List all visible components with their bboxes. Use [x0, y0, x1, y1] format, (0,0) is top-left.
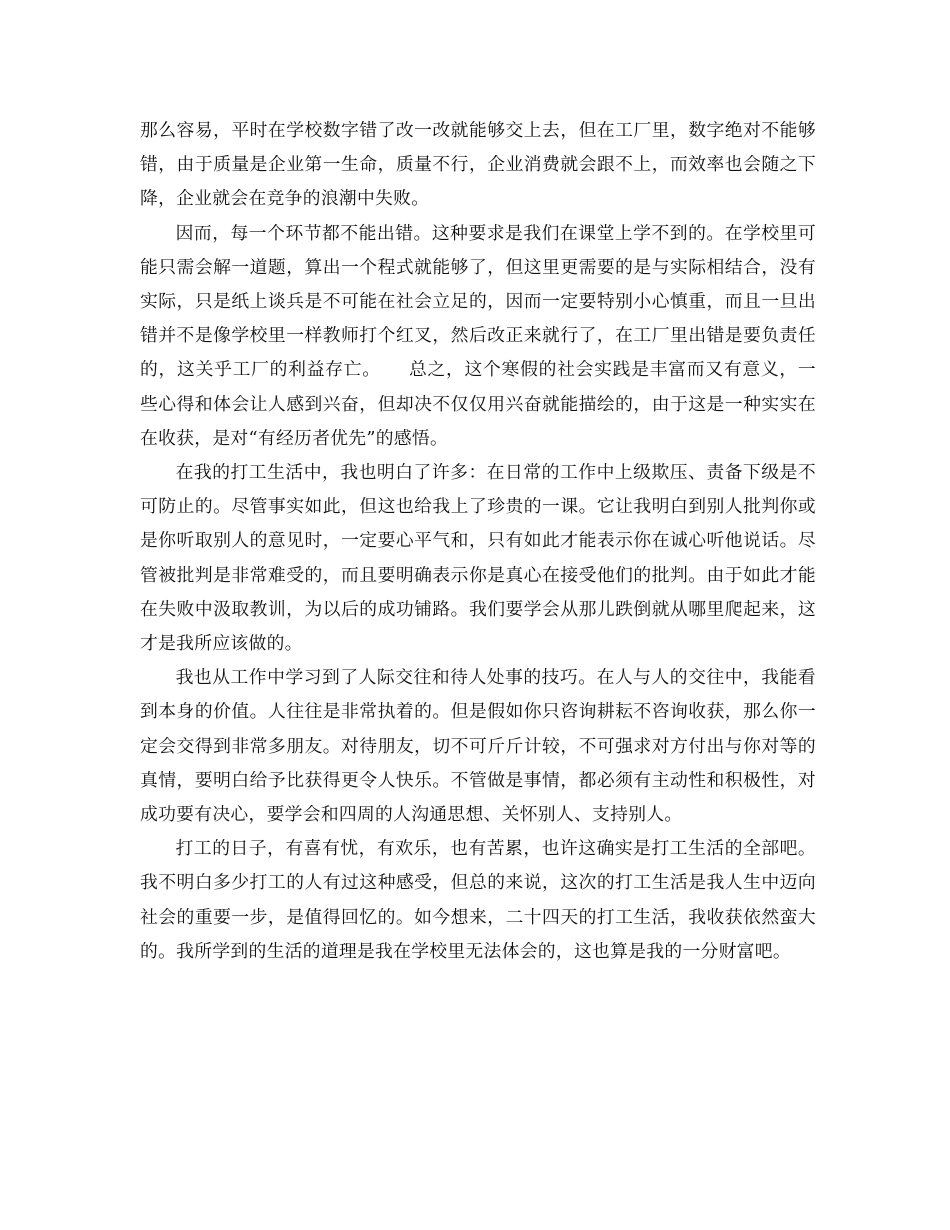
paragraph-4: 我也从工作中学习到了人际交往和待人处事的技巧。在人与人的交往中，我能看到本身的价值。人往往是非常执着的。但是假如你只咨询耕耘不咨询收获，那么你一定会交得到非常多朋友。对待朋友，切不可斤斤计较，不可强求对方付出与你对等的真情，要明白给予比获得更令人快乐。不管做是事情，都必须有主动性和积极性，对成功要有决心，要学会和四周的人沟通思想、关怀别人、支持别人。	[140, 667, 816, 826]
paragraph-5: 打工的日子，有喜有忧，有欢乐，也有苦累，也许这确实是打工生活的全部吧。我不明白多少打工的人有过这种感受，但总的来说，这次的打工生活是我人生中迈向社会的重要一步，是值得回忆的。如今想来，二十四天的打工生活，我收获依然蛮大的。我所学到的生活的道理是我在学校里无法体会的，这也算是我的一分财富吧。	[140, 838, 816, 962]
paragraph-2: 因而，每一个环节都不能出错。这种要求是我们在课堂上学不到的。在学校里可能只需会解一道题，算出一个程式就能够了，但这里更需要的是与实际相结合，没有实际，只是纸上谈兵是不可能在社会立足的，因而一定要特别小心慎重，而且一旦出错并不是像学校里一样教师打个红叉，然后改正来就行了，在工厂里出错是要负责任的，这关乎工厂的利益存亡。 总之，这个寒假的社会实践是丰富而又有意义，一些心得和体会让人感到兴奋，但却决不仅仅用兴奋就能描绘的，由于这是一种实实在在收获，是对“有经历者优先”的感悟。	[140, 222, 816, 449]
document-body	[140, 114, 816, 969]
paragraph-3: 在我的打工生活中，我也明白了许多：在日常的工作中上级欺压、责备下级是不可防止的。尽管事实如此，但这也给我上了珍贵的一课。它让我明白到别人批判你或是你听取别人的意见时，一定要心平气和，只有如此才能表示你在诚心听他说话。尽管被批判是非常难受的，而且要明确表示你是真心在接受他们的批判。由于如此才能在失败中汲取教训，为以后的成功铺路。我们要学会从那儿跌倒就从哪里爬起来，这才是我所应该做的。	[140, 462, 816, 655]
paragraph-1: 那么容易，平时在学校数字错了改一改就能够交上去，但在工厂里，数字绝对不能够错，由于质量是企业第一生命，质量不行，企业消费就会跟不上，而效率也会随之下降，企业就会在竞争的浪潮中失败。	[140, 120, 816, 210]
